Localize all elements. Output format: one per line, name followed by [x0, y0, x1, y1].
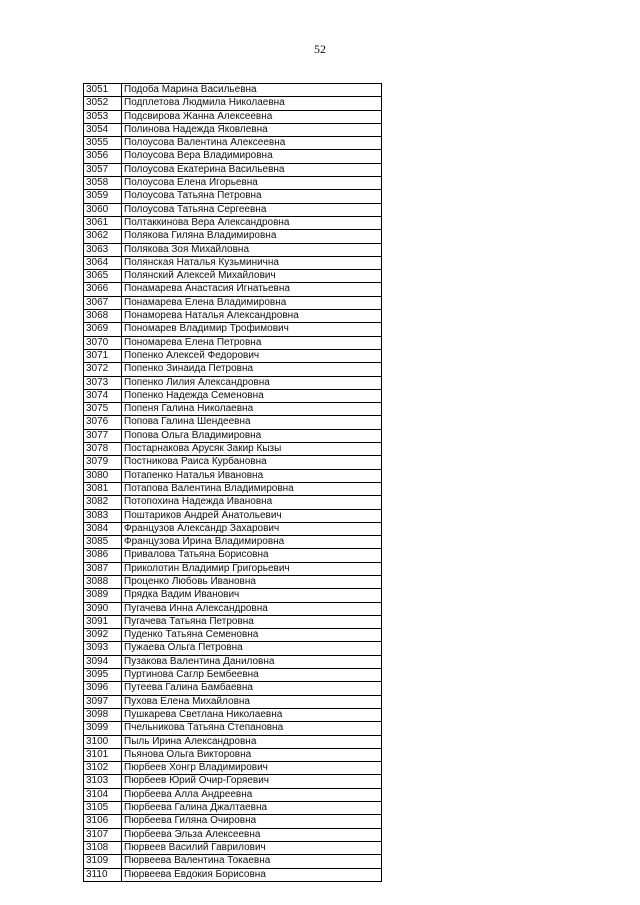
row-number: 3091 [84, 615, 122, 628]
person-name: Привалова Татьяна Борисовна [122, 549, 382, 562]
person-name: Французова Ирина Владимировна [122, 536, 382, 549]
row-number: 3056 [84, 150, 122, 163]
table-row [84, 562, 382, 575]
person-name: Потапова Валентина Владимировна [122, 482, 382, 495]
row-number: 3065 [84, 270, 122, 283]
person-name: Поштариков Андрей Анатольевич [122, 509, 382, 522]
row-number: 3076 [84, 416, 122, 429]
person-name: Путеева Галина Бамбаевна [122, 682, 382, 695]
row-number: 3085 [84, 536, 122, 549]
table-row [84, 123, 382, 136]
row-number: 3080 [84, 469, 122, 482]
row-number: 3084 [84, 522, 122, 535]
person-name: Попенко Лилия Александровна [122, 376, 382, 389]
row-number: 3067 [84, 296, 122, 309]
person-name: Пюрвеева Евдокия Борисовна [122, 868, 382, 881]
row-number: 3088 [84, 575, 122, 588]
table-row [84, 708, 382, 721]
person-name: Полянская Наталья Кузьминична [122, 256, 382, 269]
table-row [84, 828, 382, 841]
table-row [84, 589, 382, 602]
person-name: Полянский Алексей Михайлович [122, 270, 382, 283]
table-row [84, 256, 382, 269]
row-number: 3075 [84, 403, 122, 416]
row-number: 3108 [84, 841, 122, 854]
row-number: 3066 [84, 283, 122, 296]
person-name: Пушкарева Светлана Николаевна [122, 708, 382, 721]
table-row [84, 735, 382, 748]
row-number: 3099 [84, 722, 122, 735]
table-row [84, 602, 382, 615]
table-row [84, 336, 382, 349]
row-number: 3061 [84, 216, 122, 229]
person-name: Понаморева Наталья Александровна [122, 310, 382, 323]
row-number: 3105 [84, 802, 122, 815]
table-row [84, 522, 382, 535]
person-name: Полоусова Татьяна Сергеевна [122, 203, 382, 216]
row-number: 3062 [84, 230, 122, 243]
table-row [84, 615, 382, 628]
person-name: Постникова Раиса Курбановна [122, 456, 382, 469]
row-number: 3070 [84, 336, 122, 349]
row-number: 3073 [84, 376, 122, 389]
row-number: 3110 [84, 868, 122, 881]
row-number: 3074 [84, 389, 122, 402]
row-number: 3072 [84, 363, 122, 376]
table-row [84, 296, 382, 309]
row-number: 3094 [84, 655, 122, 668]
page-number: 52 [314, 42, 326, 56]
person-name: Прядка Вадим Иванович [122, 589, 382, 602]
table-row [84, 243, 382, 256]
table-row [84, 203, 382, 216]
table-row [84, 775, 382, 788]
person-name: Пухова Елена Михайловна [122, 695, 382, 708]
row-number: 3058 [84, 177, 122, 190]
person-name: Пузакова Валентина Даниловна [122, 655, 382, 668]
row-number: 3087 [84, 562, 122, 575]
row-number: 3102 [84, 762, 122, 775]
person-name: Пьянова Ольга Викторовна [122, 748, 382, 761]
person-name: Пономарев Владимир Трофимович [122, 323, 382, 336]
table-row [84, 841, 382, 854]
row-number: 3096 [84, 682, 122, 695]
table-row [84, 216, 382, 229]
row-number: 3101 [84, 748, 122, 761]
row-number: 3079 [84, 456, 122, 469]
row-number: 3086 [84, 549, 122, 562]
table-row [84, 748, 382, 761]
row-number: 3069 [84, 323, 122, 336]
person-name: Пюрбеева Гиляна Очировна [122, 815, 382, 828]
row-number: 3106 [84, 815, 122, 828]
row-number: 3081 [84, 482, 122, 495]
person-name: Французов Александр Захарович [122, 522, 382, 535]
table-row [84, 456, 382, 469]
table-row [84, 403, 382, 416]
table-row [84, 815, 382, 828]
table-row [84, 855, 382, 868]
row-number: 3055 [84, 137, 122, 150]
table-row [84, 190, 382, 203]
table-row [84, 137, 382, 150]
person-name: Попенко Надежда Семеновна [122, 389, 382, 402]
table-row [84, 163, 382, 176]
table-row [84, 270, 382, 283]
table-row [84, 283, 382, 296]
person-name: Полтаккинова Вера Александровна [122, 216, 382, 229]
roster-table [83, 83, 382, 882]
person-name: Пчельникова Татьяна Степановна [122, 722, 382, 735]
row-number: 3097 [84, 695, 122, 708]
person-name: Пюрвеев Василий Гаврилович [122, 841, 382, 854]
row-number: 3068 [84, 310, 122, 323]
row-number: 3103 [84, 775, 122, 788]
row-number: 3082 [84, 496, 122, 509]
person-name: Потопохина Надежда Ивановна [122, 496, 382, 509]
person-name: Полоусова Елена Игорьевна [122, 177, 382, 190]
person-name: Подсвирова Жанна Алексеевна [122, 110, 382, 123]
row-number: 3053 [84, 110, 122, 123]
table-row [84, 802, 382, 815]
person-name: Полинова Надежда Яковлевна [122, 123, 382, 136]
row-number: 3093 [84, 642, 122, 655]
person-name: Пугачева Инна Александровна [122, 602, 382, 615]
person-name: Пюрвеева Валентина Токаевна [122, 855, 382, 868]
person-name: Приколотин Владимир Григорьевич [122, 562, 382, 575]
person-name: Попова Галина Шендеевна [122, 416, 382, 429]
row-number: 3090 [84, 602, 122, 615]
person-name: Полякова Зоя Михайловна [122, 243, 382, 256]
row-number: 3063 [84, 243, 122, 256]
row-number: 3109 [84, 855, 122, 868]
table-row [84, 762, 382, 775]
table-row [84, 177, 382, 190]
table-row [84, 575, 382, 588]
table-row [84, 682, 382, 695]
table-row [84, 482, 382, 495]
table-row [84, 642, 382, 655]
table-row [84, 349, 382, 362]
person-name: Полоусова Екатерина Васильевна [122, 163, 382, 176]
row-number: 3092 [84, 629, 122, 642]
person-name: Подплетова Людмила Николаевна [122, 97, 382, 110]
row-number: 3107 [84, 828, 122, 841]
row-number: 3083 [84, 509, 122, 522]
table-row [84, 722, 382, 735]
table-row [84, 310, 382, 323]
person-name: Пужаева Ольга Петровна [122, 642, 382, 655]
row-number: 3052 [84, 97, 122, 110]
row-number: 3100 [84, 735, 122, 748]
person-name: Пуденко Татьяна Семеновна [122, 629, 382, 642]
row-number: 3104 [84, 788, 122, 801]
table-row [84, 363, 382, 376]
row-number: 3051 [84, 84, 122, 97]
person-name: Пюрбеева Галина Джалтаевна [122, 802, 382, 815]
table-row [84, 549, 382, 562]
person-name: Попенко Зинаида Петровна [122, 363, 382, 376]
row-number: 3057 [84, 163, 122, 176]
person-name: Полоусова Татьяна Петровна [122, 190, 382, 203]
person-name: Понамарева Анастасия Игнатьевна [122, 283, 382, 296]
table-row [84, 509, 382, 522]
table-row [84, 629, 382, 642]
row-number: 3095 [84, 669, 122, 682]
row-number: 3054 [84, 123, 122, 136]
table-row [84, 150, 382, 163]
table-row [84, 84, 382, 97]
row-number: 3078 [84, 443, 122, 456]
table-row [84, 469, 382, 482]
person-name: Потапенко Наталья Ивановна [122, 469, 382, 482]
row-number: 3077 [84, 429, 122, 442]
person-name: Пюрбеев Хонгр Владимирович [122, 762, 382, 775]
person-name: Пюрбеев Юрий Очир-Горяевич [122, 775, 382, 788]
table-row [84, 97, 382, 110]
table-row [84, 230, 382, 243]
person-name: Попенко Алексей Федорович [122, 349, 382, 362]
table-row [84, 788, 382, 801]
table-row [84, 536, 382, 549]
roster-body [84, 84, 382, 882]
person-name: Пугачева Татьяна Петровна [122, 615, 382, 628]
table-row [84, 323, 382, 336]
person-name: Подоба Марина Васильевна [122, 84, 382, 97]
person-name: Попова Ольга Владимировна [122, 429, 382, 442]
person-name: Понамарева Елена Владимировна [122, 296, 382, 309]
table-row [84, 376, 382, 389]
table-row [84, 868, 382, 881]
table-row [84, 416, 382, 429]
table-row [84, 695, 382, 708]
table-row [84, 110, 382, 123]
person-name: Пюрбеева Алла Андреевна [122, 788, 382, 801]
person-name: Полоусова Вера Владимировна [122, 150, 382, 163]
person-name: Пюрбеева Эльза Алексеевна [122, 828, 382, 841]
person-name: Полоусова Валентина Алексеевна [122, 137, 382, 150]
table-row [84, 655, 382, 668]
person-name: Проценко Любовь Ивановна [122, 575, 382, 588]
row-number: 3059 [84, 190, 122, 203]
table-row [84, 669, 382, 682]
person-name: Попеня Галина Николаевна [122, 403, 382, 416]
person-name: Пономарева Елена Петровна [122, 336, 382, 349]
person-name: Постарнакова Арусяк Закир Кызы [122, 443, 382, 456]
row-number: 3089 [84, 589, 122, 602]
row-number: 3064 [84, 256, 122, 269]
person-name: Полякова Гиляна Владимировна [122, 230, 382, 243]
table-row [84, 443, 382, 456]
person-name: Пыль Ирина Александровна [122, 735, 382, 748]
row-number: 3060 [84, 203, 122, 216]
row-number: 3098 [84, 708, 122, 721]
table-row [84, 389, 382, 402]
person-name: Пуртинова Саглр Бембеевна [122, 669, 382, 682]
table-row [84, 496, 382, 509]
row-number: 3071 [84, 349, 122, 362]
table-row [84, 429, 382, 442]
